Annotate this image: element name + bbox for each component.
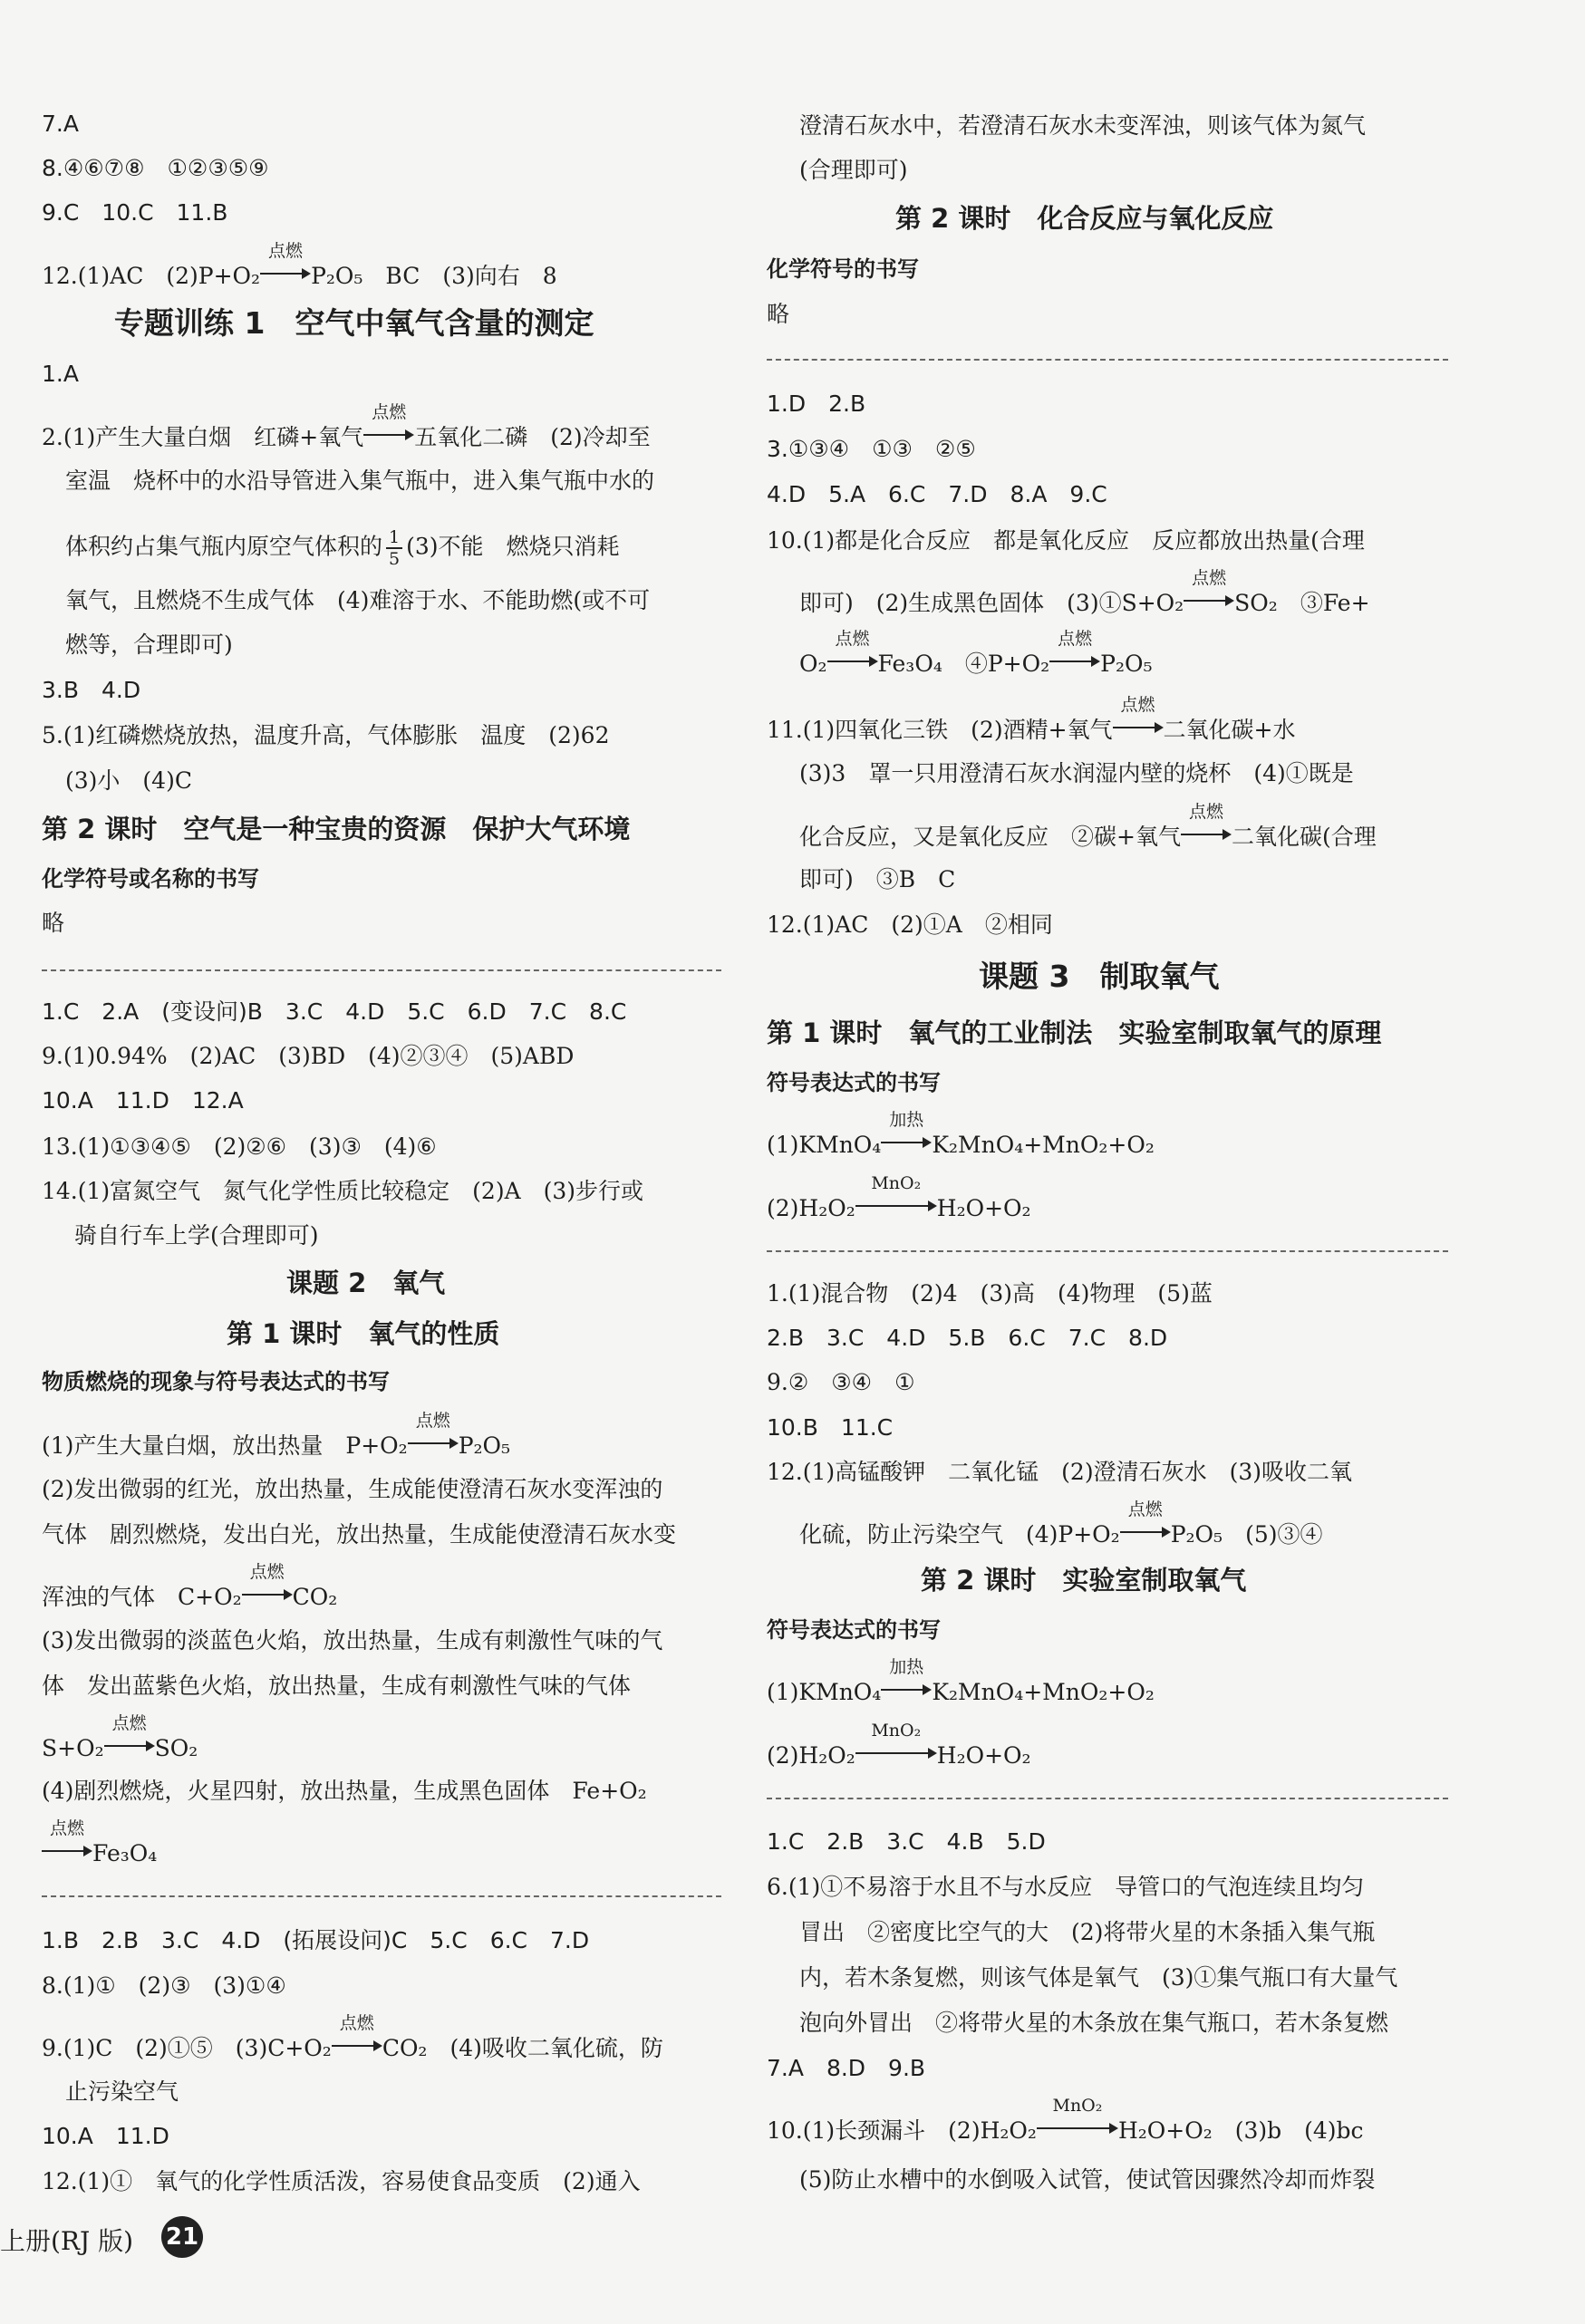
subsection-title: 物质燃烧的现象与符号表达式的书写 bbox=[42, 1369, 390, 1394]
answer-line: 3.①③④ ①③ ②⑤ bbox=[767, 436, 976, 462]
answer-line: (5)防止水槽中的水倒吸入试管，使试管因骤然冷却而炸裂 bbox=[799, 2166, 1376, 2193]
answer-line: 7.A 8.D 9.B bbox=[767, 2055, 926, 2081]
reaction-arrow: MnO₂ bbox=[1037, 2115, 1118, 2138]
answer-line: 10.A 11.D 12.A bbox=[42, 1087, 244, 1114]
reaction-arrow: 点燃 bbox=[1049, 648, 1100, 671]
answer-line: 1.A bbox=[42, 361, 79, 387]
subsection-title: 化学符号或名称的书写 bbox=[42, 866, 259, 892]
reaction-arrow: 点燃 bbox=[408, 1430, 459, 1453]
answer-line: 体 发出蓝紫色火焰，放出热量，生成有刺激性气味的气体 bbox=[42, 1673, 632, 1699]
topic-heading: 课题 2 氧气 bbox=[286, 1268, 446, 1298]
answer-line: 9.② ③④ ① bbox=[767, 1369, 915, 1395]
answer-line: 12.(1)① 氧气的化学性质活泼，容易使食品变质 (2)通入 bbox=[42, 2168, 641, 2194]
text-segment: P₂O₅ BC (3)向右 8 bbox=[311, 263, 557, 289]
answer-line: 12.(1)AC (2)①A ②相同 bbox=[767, 911, 1053, 938]
answer-line: 9.C 10.C 11.B bbox=[42, 199, 228, 226]
reaction-arrow: MnO₂ bbox=[855, 1192, 937, 1216]
reaction-arrow: 点燃 bbox=[332, 2032, 382, 2056]
answer-line: 10.B 11.C bbox=[767, 1414, 894, 1441]
answer-line: 化硫，防止污染空气 (4)P+O₂ 点燃 P₂O₅ (5)③④ bbox=[799, 1500, 1323, 1548]
answer-line: 2.B 3.C 4.D 5.B 6.C 7.C 8.D bbox=[767, 1325, 1168, 1351]
answer-line: 泡向外冒出 ②将带火星的木条放在集气瓶口，若木条复燃 bbox=[799, 2010, 1389, 2036]
answer-line: 10.A 11.D bbox=[42, 2123, 169, 2149]
answer-line: (4)剧烈燃烧，火星四射，放出热量，生成黑色固体 Fe+O₂ bbox=[42, 1778, 647, 1804]
answer-line: (合理即可) bbox=[799, 157, 908, 183]
lesson-heading: 第 1 课时 氧气的性质 bbox=[227, 1318, 500, 1349]
reaction-arrow: 点燃 bbox=[363, 421, 414, 445]
dashed-divider bbox=[767, 359, 1448, 361]
reaction-arrow: 点燃 bbox=[1113, 714, 1164, 738]
answer-line: (3)小 (4)C bbox=[65, 767, 192, 794]
answer-line: (3)3 罩一只用澄清石灰水润湿内壁的烧杯 (4)①既是 bbox=[799, 760, 1354, 786]
reaction-arrow: 点燃 bbox=[1120, 1519, 1171, 1542]
lesson-heading: 第 2 课时 化合反应与氧化反应 bbox=[895, 203, 1274, 234]
answer-line: 气体 剧烈燃烧，发出白光，放出热量，生成能使澄清石灰水变 bbox=[42, 1521, 677, 1548]
answer-line: 内，若木条复燃，则该气体是氧气 (3)①集气瓶口有大量气 bbox=[799, 1964, 1398, 1991]
topic-heading: 课题 3 制取氧气 bbox=[979, 959, 1220, 994]
answer-line: (1)产生大量白烟，放出热量 P+O₂ 点燃 P₂O₅ bbox=[42, 1411, 511, 1459]
page-number: 21 bbox=[161, 2216, 203, 2258]
answer-line: 1.D 2.B bbox=[767, 391, 866, 417]
answer-line: 1.C 2.A (变设问)B 3.C 4.D 5.C 6.D 7.C 8.C bbox=[42, 998, 627, 1025]
answer-line: 11.(1)四氧化三铁 (2)酒精+氧气 点燃 二氧化碳+水 bbox=[767, 695, 1296, 743]
answer-line: 即可) (2)生成黑色固体 (3)①S+O₂ 点燃 SO₂ ③Fe+ bbox=[799, 568, 1370, 616]
answer-line: 1.B 2.B 3.C 4.D (拓展设问)C 5.C 6.C 7.D bbox=[42, 1927, 590, 1953]
reaction-arrow: 点燃 bbox=[104, 1732, 155, 1756]
lesson-heading: 第 2 课时 空气是一种宝贵的资源 保护大气环境 bbox=[42, 814, 631, 844]
answer-line bbox=[42, 241, 557, 290]
dashed-divider bbox=[767, 1798, 1448, 1799]
answer-line: 14.(1)富氮空气 氮气化学性质比较稳定 (2)A (3)步行或 bbox=[42, 1178, 644, 1204]
answer-line: 10.(1)都是化合反应 都是氧化反应 反应都放出热量(合理 bbox=[767, 527, 1365, 554]
answer-line: 8.④⑥⑦⑧ ①②③⑤⑨ bbox=[42, 155, 269, 181]
answer-line: 略 bbox=[42, 910, 65, 936]
answer-line: 8.(1)① (2)③ (3)①④ bbox=[42, 1972, 286, 1999]
answer-line: 2.(1)产生大量白烟 红磷+氧气 点燃 五氧化二磷 (2)冷却至 bbox=[42, 402, 651, 450]
answer-line: 10.(1)长颈漏斗 (2)H₂O₂ MnO₂ H₂O+O₂ (3)b (4)bc bbox=[767, 2096, 1364, 2144]
answer-line: 室温 烧杯中的水沿导管进入集气瓶中，进入集气瓶中水的 bbox=[65, 468, 655, 494]
answer-line: 3.B 4.D bbox=[42, 677, 141, 703]
answer-line: 5.(1)红磷燃烧放热，温度升高，气体膨胀 温度 (2)62 bbox=[42, 722, 610, 748]
answer-line: 9.(1)C (2)①⑤ (3)C+O₂ 点燃 CO₂ (4)吸收二氧化硫，防 bbox=[42, 2013, 663, 2061]
fraction: $\frac{1}{5}$ bbox=[386, 527, 402, 569]
answer-line: 1.C 2.B 3.C 4.B 5.D bbox=[767, 1828, 1046, 1855]
answer-line: 浑浊的气体 C+O₂ 点燃 CO₂ bbox=[42, 1562, 338, 1610]
equation-line: (1)KMnO₄ 加热 K₂MnO₄+MnO₂+O₂ bbox=[767, 1110, 1155, 1158]
answer-line: 氧气，且燃烧不生成气体 (4)难溶于水、不能助燃(或不可 bbox=[65, 587, 651, 613]
subsection-title: 化学符号的书写 bbox=[767, 256, 919, 282]
answer-line: 12.(1)高锰酸钾 二氧化锰 (2)澄清石灰水 (3)吸收二氧 bbox=[767, 1459, 1352, 1485]
subsection-title: 符号表达式的书写 bbox=[767, 1617, 941, 1643]
equation-line: (2)H₂O₂ MnO₂ H₂O+O₂ bbox=[767, 1721, 1031, 1769]
dashed-divider bbox=[42, 1895, 721, 1897]
reaction-arrow: MnO₂ bbox=[855, 1740, 937, 1763]
text-segment: 12.(1)AC (2)P+O₂ bbox=[42, 263, 261, 289]
answer-line: 骑自行车上学(合理即可) bbox=[74, 1222, 319, 1249]
equation-line: (2)H₂O₂ MnO₂ H₂O+O₂ bbox=[767, 1173, 1031, 1221]
reaction-arrow: 点燃 bbox=[827, 648, 878, 671]
answer-line: 9.(1)0.94% (2)AC (3)BD (4)②③④ (5)ABD bbox=[42, 1043, 575, 1069]
reaction-arrow: 点燃 bbox=[1181, 821, 1232, 844]
answer-line: O₂ 点燃 Fe₃O₄ ④P+O₂ 点燃 P₂O₅ bbox=[799, 629, 1153, 677]
answer-line: 冒出 ②密度比空气的大 (2)将带火星的木条插入集气瓶 bbox=[799, 1919, 1376, 1945]
reaction-arrow: 点燃 bbox=[260, 260, 311, 284]
reaction-arrow: 点燃 bbox=[1184, 587, 1234, 611]
reaction-arrow: 加热 bbox=[881, 1129, 932, 1152]
answer-line: 止污染空气 bbox=[65, 2078, 179, 2105]
answer-line: 化合反应，又是氧化反应 ②碳+氧气 点燃 二氧化碳(合理 bbox=[799, 802, 1377, 850]
reaction-arrow: 点燃 bbox=[42, 1837, 92, 1861]
answer-line: S+O₂ 点燃 SO₂ bbox=[42, 1713, 198, 1761]
answer-line: 7.A bbox=[42, 111, 79, 137]
answer-line: 6.(1)①不易溶于水且不与水反应 导管口的气泡连续且均匀 bbox=[767, 1874, 1365, 1900]
answer-line: (3)发出微弱的淡蓝色火焰，放出热量，生成有刺激性气味的气 bbox=[42, 1627, 663, 1654]
dashed-divider bbox=[767, 1250, 1448, 1252]
answer-line: 略 bbox=[767, 301, 790, 327]
answer-line: 1.(1)混合物 (2)4 (3)高 (4)物理 (5)蓝 bbox=[767, 1280, 1213, 1307]
lesson-heading: 第 2 课时 实验室制取氧气 bbox=[921, 1565, 1247, 1596]
section-heading: 专题训练 1 空气中氧气含量的测定 bbox=[114, 305, 594, 341]
answer-line: 点燃 Fe₃O₄ bbox=[42, 1837, 157, 1867]
equation-line: (1)KMnO₄ 加热 K₂MnO₄+MnO₂+O₂ bbox=[767, 1657, 1155, 1705]
edition-label: 上册(RJ 版) bbox=[0, 2226, 134, 2256]
lesson-heading: 第 1 课时 氧气的工业制法 实验室制取氧气的原理 bbox=[767, 1017, 1382, 1048]
answer-line: 澄清石灰水中，若澄清石灰水未变浑浊，则该气体为氮气 bbox=[799, 112, 1367, 139]
answer-line: 即可) ③B C bbox=[799, 866, 956, 892]
answer-line: 燃等，合理即可) bbox=[65, 632, 233, 658]
answer-line: 13.(1)①③④⑤ (2)②⑥ (3)③ (4)⑥ bbox=[42, 1133, 437, 1160]
reaction-arrow: 点燃 bbox=[242, 1581, 293, 1605]
answer-line: 体积约占集气瓶内原空气体积的 $\frac{1}{5}$ (3)不能 燃烧只消耗 bbox=[65, 527, 620, 569]
answer-line: (2)发出微弱的红光，放出热量，生成能使澄清石灰水变浑浊的 bbox=[42, 1476, 663, 1502]
dashed-divider bbox=[42, 969, 721, 971]
subsection-title: 符号表达式的书写 bbox=[767, 1070, 941, 1095]
reaction-arrow: 加热 bbox=[881, 1676, 932, 1700]
answer-line: 4.D 5.A 6.C 7.D 8.A 9.C bbox=[767, 481, 1107, 507]
